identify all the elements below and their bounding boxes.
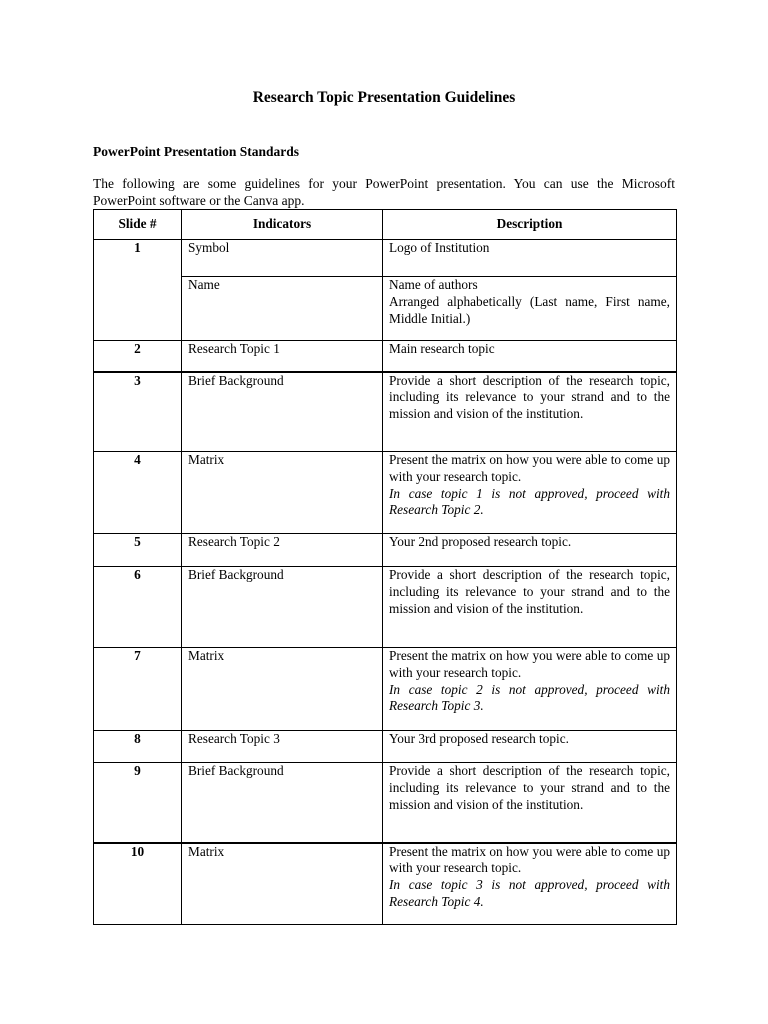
header-description: Description — [383, 210, 677, 240]
description-cell: Logo of Institution — [383, 240, 677, 277]
slide-number: 9 — [94, 763, 182, 843]
slide-number: 10 — [94, 843, 182, 925]
slide-number: 1 — [94, 240, 182, 341]
table-row — [94, 372, 677, 452]
slide-number: 5 — [94, 534, 182, 567]
document-title: Research Topic Presentation Guidelines — [252, 89, 516, 106]
indicator-cell: Research Topic 3 — [182, 731, 383, 763]
indicator-cell: Name — [182, 277, 383, 341]
description-cell — [383, 648, 677, 731]
description-line: Present the matrix on how you were able to come up with your research topic. — [389, 648, 670, 680]
table-row — [94, 567, 677, 648]
description-cell — [383, 277, 677, 341]
approval-note: In case topic 2 is not approved, proceed with Research Topic 3. — [389, 681, 670, 714]
indicator-cell: Matrix — [182, 648, 383, 731]
indicator-cell: Research Topic 1 — [182, 341, 383, 372]
description-cell: Main research topic — [383, 341, 677, 372]
indicator-cell: Research Topic 2 — [182, 534, 383, 567]
table-row — [94, 648, 677, 731]
slide-number: 6 — [94, 567, 182, 648]
description-line: Name of authors — [389, 277, 478, 292]
approval-note: In case topic 3 is not approved, proceed with Research Topic 4. — [389, 877, 670, 909]
slide-number: 2 — [94, 341, 182, 372]
slide-number: 8 — [94, 731, 182, 763]
slide-number: 3 — [94, 372, 182, 452]
intro-paragraph: The following are some guidelines for your PowerPoint presentation. You can use the Microsoft PowerPoint software or the Canva app. — [93, 176, 675, 208]
description-cell: Provide a short description of the research topic, including its relevance to your strand and to the mission and vision of the institution. — [383, 567, 677, 648]
description-cell: Your 3rd proposed research topic. — [383, 731, 677, 763]
table-row — [94, 534, 677, 567]
table-row — [94, 341, 677, 372]
table-header-row — [94, 210, 677, 240]
slide-number: 4 — [94, 452, 182, 534]
guidelines-table — [93, 209, 677, 925]
table-row — [94, 731, 677, 763]
indicator-cell: Matrix — [182, 452, 383, 534]
description-line: Present the matrix on how you were able to come up with your research topic. — [389, 843, 670, 876]
description-cell: Your 2nd proposed research topic. — [383, 534, 677, 567]
indicator-cell: Brief Background — [182, 372, 383, 452]
description-cell — [383, 452, 677, 534]
header-indicators: Indicators — [182, 210, 383, 240]
section-heading: PowerPoint Presentation Standards — [93, 144, 299, 159]
header-slide: Slide # — [94, 210, 182, 240]
description-cell: Provide a short description of the research topic, including its relevance to your strand and to the mission and vision of the institution. — [383, 763, 677, 843]
description-cell: Provide a short description of the research topic, including its relevance to your strand and to the mission and vision of the institution. — [383, 372, 677, 452]
table-row — [94, 452, 677, 534]
table-row — [94, 763, 677, 843]
description-line: Present the matrix on how you were able to come up with your research topic. — [389, 452, 670, 484]
indicator-cell: Brief Background — [182, 567, 383, 648]
description-line: Arranged alphabetically (Last name, First name, Middle Initial.) — [389, 293, 670, 326]
slide-number: 7 — [94, 648, 182, 731]
description-cell — [383, 843, 677, 925]
table-row — [94, 843, 677, 925]
table-row — [94, 240, 677, 277]
indicator-cell: Brief Background — [182, 763, 383, 843]
approval-note: In case topic 1 is not approved, proceed with Research Topic 2. — [389, 485, 670, 518]
indicator-cell: Symbol — [182, 240, 383, 277]
table-row — [94, 277, 677, 341]
indicator-cell: Matrix — [182, 843, 383, 925]
